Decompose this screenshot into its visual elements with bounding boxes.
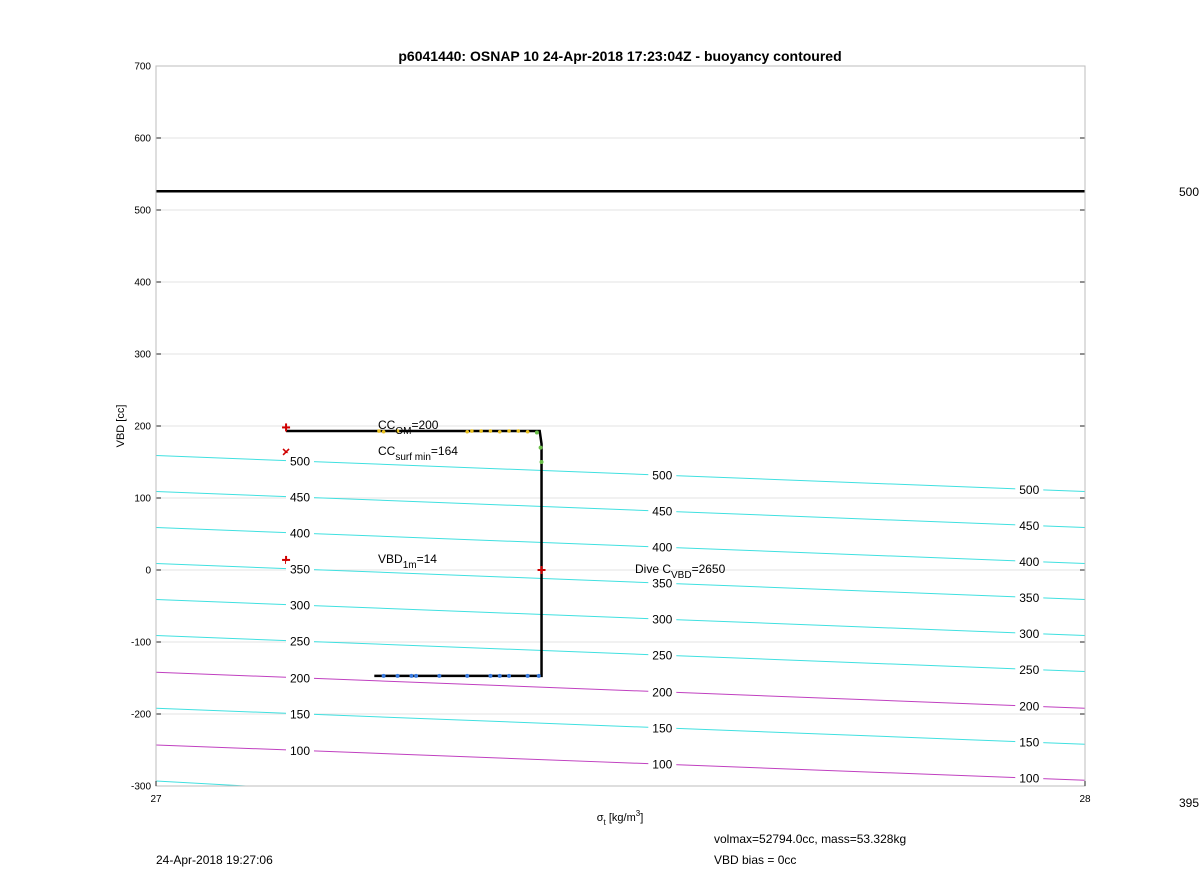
footer-timestamp: 24-Apr-2018 19:27:06 bbox=[156, 853, 273, 867]
x-axis-label-rest: [kg/m bbox=[605, 812, 636, 824]
contour-label: 500 bbox=[652, 468, 673, 483]
footer-volmax: volmax=52794.0cc, mass=53.328kg bbox=[714, 832, 907, 846]
contour-label: 400 bbox=[1019, 554, 1040, 569]
annotation-cc-om-rest: =200 bbox=[411, 418, 439, 432]
y-tick-label: 200 bbox=[134, 421, 151, 433]
contour-label: 300 bbox=[289, 598, 311, 613]
y-tick-label: 700 bbox=[134, 61, 151, 73]
surface-point bbox=[517, 429, 521, 433]
x-axis-label bbox=[597, 809, 644, 827]
contour-label: 400 bbox=[652, 540, 673, 555]
y-tick-label: -300 bbox=[130, 781, 151, 793]
contour-label: 150 bbox=[1019, 735, 1040, 750]
annotation-vbd-1m-rest: =14 bbox=[416, 552, 437, 566]
apogee-point bbox=[498, 674, 502, 678]
right-bottom-label: 395 bbox=[1179, 796, 1200, 810]
y-axis-label: VBD [cc] bbox=[115, 404, 127, 448]
contour-label: 200 bbox=[289, 671, 311, 686]
annotations bbox=[378, 418, 726, 581]
y-tick-label: 300 bbox=[134, 349, 151, 361]
contour-label: 250 bbox=[1019, 662, 1040, 677]
y-tick-label: 400 bbox=[134, 277, 151, 289]
contour-label: 300 bbox=[652, 612, 673, 627]
annotation-dive-cvbd-sub: VBD bbox=[671, 570, 692, 581]
annotation-cc-surf-min-sub: surf min bbox=[395, 452, 431, 463]
apogee-point bbox=[488, 674, 492, 678]
annotation-vbd-1m-main: VBD bbox=[378, 552, 403, 566]
annotation-cc-om-main: CC bbox=[378, 418, 396, 432]
descent-point bbox=[540, 460, 544, 464]
apogee-point bbox=[409, 674, 413, 678]
contour-label: 250 bbox=[289, 634, 311, 649]
contour-label: 350 bbox=[289, 562, 311, 577]
annotation-cc-surf-min bbox=[378, 444, 458, 463]
contour-label: 100 bbox=[1019, 771, 1040, 786]
chart-title: p6041440: OSNAP 10 24-Apr-2018 17:23:04Z - buoyancy contoured bbox=[398, 48, 842, 64]
contour-label: 500 bbox=[1019, 482, 1040, 497]
x-axis-label-main: σ bbox=[596, 812, 604, 824]
annotation-cc-surf-min-main: CC bbox=[378, 444, 396, 458]
annotation-dive-cvbd-main: Dive C bbox=[635, 562, 672, 576]
contour-label: 450 bbox=[289, 490, 311, 505]
y-tick-label: 600 bbox=[134, 133, 151, 145]
surface-point bbox=[507, 429, 511, 433]
dive-path-group bbox=[286, 431, 541, 676]
surface-point bbox=[479, 429, 483, 433]
descent-point bbox=[539, 446, 543, 450]
apogee-point bbox=[537, 674, 541, 678]
y-tick-label: 0 bbox=[145, 565, 151, 577]
contour-label: 100 bbox=[289, 743, 311, 758]
contour-label: 350 bbox=[1019, 590, 1040, 605]
annotation-vbd-1m-sub: 1m bbox=[402, 560, 417, 571]
apogee-point bbox=[526, 674, 530, 678]
x-axis-label-sup: 3 bbox=[635, 809, 641, 818]
y-tick-label: -200 bbox=[130, 709, 151, 721]
contour-label: 200 bbox=[652, 685, 673, 700]
dive-path-line bbox=[286, 431, 541, 676]
contour-label: 500 bbox=[289, 454, 311, 469]
annotation-cc-surf-min-rest: =164 bbox=[430, 444, 458, 458]
contour-label: 450 bbox=[1019, 518, 1040, 533]
y-tick-label: 100 bbox=[134, 493, 151, 505]
contour-label: 100 bbox=[652, 757, 673, 772]
contour-label: 450 bbox=[652, 504, 673, 519]
surface-point bbox=[465, 430, 469, 434]
contour-line bbox=[156, 781, 1085, 833]
surface-point bbox=[470, 429, 474, 433]
axes bbox=[131, 62, 1091, 806]
surface-point bbox=[498, 430, 502, 434]
apogee-point bbox=[396, 674, 400, 678]
contour-label: 250 bbox=[652, 648, 673, 663]
descent-point bbox=[535, 430, 539, 434]
x-tick-label: 27 bbox=[150, 794, 162, 805]
apogee-point bbox=[507, 674, 511, 678]
annotation-cc-om-sub: OM bbox=[395, 426, 412, 437]
contour-label: 300 bbox=[1019, 626, 1040, 641]
y-tick-label: 500 bbox=[134, 205, 151, 217]
x-axis-label-sub: t bbox=[603, 818, 606, 827]
x-tick-label: 28 bbox=[1079, 794, 1091, 805]
apogee-point bbox=[465, 674, 469, 678]
apogee-point bbox=[437, 674, 441, 678]
contour-label: 200 bbox=[1019, 699, 1040, 714]
contour-label: 150 bbox=[652, 721, 673, 736]
contour-labels bbox=[286, 453, 1043, 786]
annotation-cc-om bbox=[378, 418, 439, 437]
apogee-point bbox=[414, 674, 418, 678]
y-tick-label: -100 bbox=[130, 637, 151, 649]
surface-point bbox=[526, 430, 530, 434]
apogee-point bbox=[382, 674, 386, 678]
annotation-dive-cvbd-rest: =2650 bbox=[691, 562, 726, 576]
contour-label: 350 bbox=[652, 576, 673, 591]
x-axis-label-end: ] bbox=[640, 812, 644, 824]
annotation-vbd-1m bbox=[378, 552, 437, 571]
surface-point bbox=[489, 429, 493, 433]
right-top-label: 500 bbox=[1179, 185, 1200, 199]
contour-label: 400 bbox=[289, 526, 311, 541]
footer-vbd-bias: VBD bias = 0cc bbox=[714, 853, 797, 867]
contour-label: 150 bbox=[289, 707, 311, 722]
